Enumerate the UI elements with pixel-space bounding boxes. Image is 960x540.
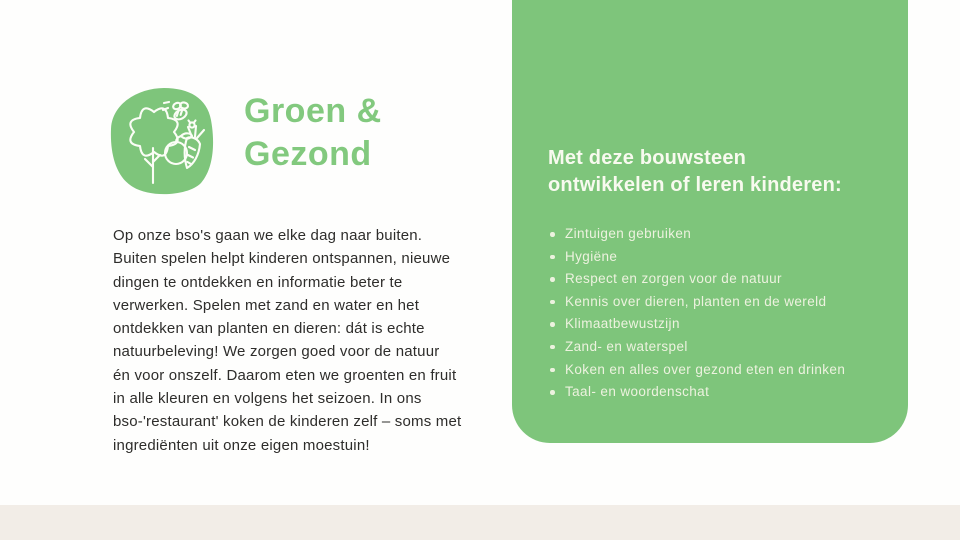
bullet-label: Hygiëne (565, 248, 618, 264)
bullet-label: Koken en alles over gezond eten en drinken (565, 361, 846, 377)
paragraph-line: ingrediënten uit onze eigen moestuin! (113, 436, 370, 454)
panel-heading-line-1: Met deze bouwsteen (548, 147, 747, 169)
bullet-dot-icon (550, 232, 555, 237)
panel-heading-line-2: ontwikkelen of leren kinderen: (548, 174, 842, 196)
bullet-dot-icon (550, 345, 555, 350)
list-item (548, 268, 845, 291)
paragraph-line: Buiten spelen helpt kinderen ontspannen, nieuwe (113, 250, 451, 268)
paragraph-line: én voor onszelf. Daarom eten we groenten en fruit (113, 366, 457, 384)
intro-paragraph (113, 224, 462, 457)
paragraph-line: Op onze bso's gaan we elke dag naar buiten. (113, 227, 423, 244)
page-title-line-1: Groen & (244, 92, 382, 130)
list-item (548, 246, 845, 269)
paragraph-line: dingen te ontdekken en informatie beter te (113, 273, 403, 291)
bullet-dot-icon (550, 390, 555, 395)
list-item (548, 313, 845, 336)
bullet-dot-icon (550, 368, 555, 373)
list-item (548, 336, 845, 359)
list-item (548, 223, 845, 246)
bullet-list (548, 223, 845, 404)
bullet-dot-icon (550, 255, 555, 260)
bullet-label: Klimaatbewustzijn (565, 316, 680, 332)
bullet-label: Zintuigen gebruiken (565, 226, 692, 241)
bullet-label: Taal- en woordenschat (565, 384, 710, 400)
paragraph-line: bso-'restaurant' koken de kinderen zelf – soms met (113, 413, 462, 431)
bullet-label: Respect en zorgen voor de natuur (565, 271, 782, 287)
green-building-block-panel (512, 0, 908, 443)
paragraph-line: natuurbeleving! We zorgen goed voor de natuur (113, 343, 440, 361)
paragraph-line: verwerken. Spelen met zand en water en het (113, 296, 420, 314)
bullet-dot-icon (550, 322, 555, 327)
bullet-dot-icon (550, 300, 555, 305)
panel-heading (548, 145, 842, 199)
list-item (548, 381, 845, 404)
paragraph-line: ontdekken van planten en dieren: dát is echte (113, 320, 425, 338)
bullet-label: Kennis over dieren, planten en de wereld (565, 293, 827, 309)
page-title (244, 90, 382, 176)
list-item (548, 291, 845, 314)
page-title-line-2: Gezond (244, 135, 372, 173)
bullet-dot-icon (550, 277, 555, 282)
bullet-label: Zand- en waterspel (565, 338, 688, 354)
list-item (548, 359, 845, 382)
groen-gezond-icon (107, 86, 218, 198)
paragraph-line: in alle kleuren en volgens het seizoen. In ons (113, 390, 422, 408)
bottom-strip (0, 505, 960, 540)
